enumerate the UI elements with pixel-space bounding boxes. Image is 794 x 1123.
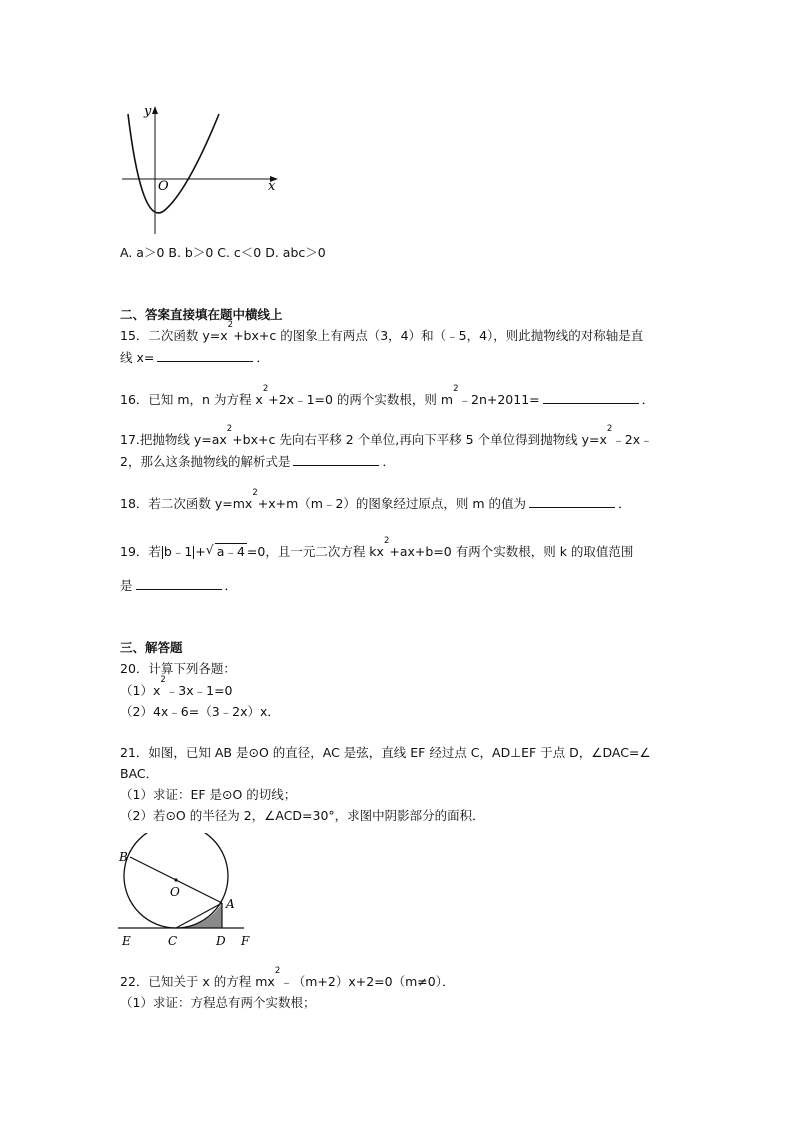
q19-line1 [120,536,634,560]
q17-text-d: 2，那么这条抛物线的解析式是 [120,454,291,469]
q21-part2: （2）若⊙O 的半径为 2，∠ACD=30°，求图中阴影部分的面积． [120,808,485,823]
q19-answer-blank[interactable] [136,578,222,590]
q15-text-a: 15．二次函数 y=x [120,328,228,343]
q21-line1: 21．如图，已知 AB 是⊙O 的直径，AC 是弦，直线 EF 经过点 C，AD⊥EF 于点 D，∠DAC=∠ [120,745,651,760]
q17-end: ． [382,454,395,469]
q22-line1 [120,966,455,990]
q17-sup2: 2 [606,424,613,434]
q19-text-a: 19．若 [120,544,161,559]
q21-part1: （1）求证：EF 是⊙O 的切线； [120,787,297,802]
q16-text-b: +2x﹣1=0 的两个实数根，则 m [268,392,454,407]
origin-label: O [158,179,169,194]
q16-end: ． [641,392,655,407]
q19-text-d: 是 [120,578,133,593]
q20-p1-a: （1）x [120,683,161,698]
q17-text-a: 17.把抛物线 y=ax [120,432,227,447]
q18-line [120,488,631,512]
q18-text-b: +x+m（m﹣2）的图象经过原点，则 m 的值为 [257,496,527,511]
q19-abs: b﹣1 [163,544,193,559]
q18-end: ． [618,496,631,511]
label-e: E [122,934,131,948]
label-a: A [226,897,235,911]
q20-part2: （2）4x﹣6=（3﹣2x）x． [120,704,280,719]
q19-sqrt: a﹣4 [216,544,245,559]
q15-end: ． [256,350,269,365]
y-axis-arrow-icon [152,106,158,114]
parabola-graph [118,100,288,238]
q19-end: ． [224,578,238,593]
q16-line [120,384,655,408]
q15-answer-blank[interactable] [157,350,253,362]
q20-title: 20．计算下列各题： [120,661,236,676]
q15-text-b: +bx+c 的图象上有两点（3，4）和（﹣5，4），则此抛物线的对称轴是直 [233,328,644,343]
q17-text-b: +bx+c 先向右平移 2 个单位,再向下平移 5 个单位得到抛物线 y=x [232,432,607,447]
section-3-title: 三、解答题 [120,640,183,655]
q17-line1 [120,424,653,448]
q18-sup: 2 [252,488,258,498]
q22-part1: （1）求证：方程总有两个实数根； [120,995,316,1010]
q20-part1 [120,675,233,699]
q17-answer-blank[interactable] [293,454,379,466]
q15-line2 [120,350,269,366]
q18-answer-blank[interactable] [529,496,615,508]
q21-line2: BAC． [120,766,159,781]
q20-p1-b: ﹣3x﹣1=0 [165,683,233,698]
q14-options: A. a＞0 B. b＞0 C. c＜0 D. abc＞0 [120,245,326,260]
q18-text-a: 18．若二次函数 y=mx [120,496,253,511]
q22-text-b: ﹣（m+2）x+2=0（m≠0）． [280,974,455,989]
q19-plus: + [195,544,206,559]
q16-sup2: 2 [453,384,459,394]
label-b: B [119,850,128,864]
abs-bar-left [162,546,163,559]
q16-text-c: ﹣2n+2011= [458,392,540,407]
q19-line2 [120,578,237,594]
y-axis-label: y [144,104,152,119]
q17-line2 [120,454,395,470]
q20-p1-sup: 2 [160,675,166,685]
section-2-title: 二、答案直接填在题中横线上 [120,307,283,322]
x-axis-label: x [268,179,276,194]
q17-sup1: 2 [226,424,233,434]
sqrt-expression [206,544,247,560]
q15-line1 [120,320,644,344]
label-d: D [216,934,226,948]
q16-answer-blank[interactable] [543,392,639,404]
circle-figure [114,833,264,951]
q19-sup: 2 [383,536,390,546]
parabola-curve [128,114,219,213]
sqrt-radical-icon: √ [205,542,214,557]
label-c: C [168,934,178,948]
q16-text-a: 16．已知 m，n 为方程 x [120,392,263,407]
q15-sup: 2 [227,320,234,330]
label-o: O [170,885,180,899]
q19-text-b: =0，且一元二次方程 kx [246,544,384,559]
q16-sup1: 2 [262,384,269,394]
q19-text-c: +ax+b=0 有两个实数根，则 k 的取值范围 [389,544,634,559]
q15-text-c: 线 x= [120,350,155,365]
q22-text-a: 22．已知关于 x 的方程 mx [120,974,275,989]
q17-text-c: ﹣2x﹣ [612,432,653,447]
label-f: F [241,934,250,948]
center-dot [174,878,177,881]
q22-sup: 2 [274,966,281,976]
